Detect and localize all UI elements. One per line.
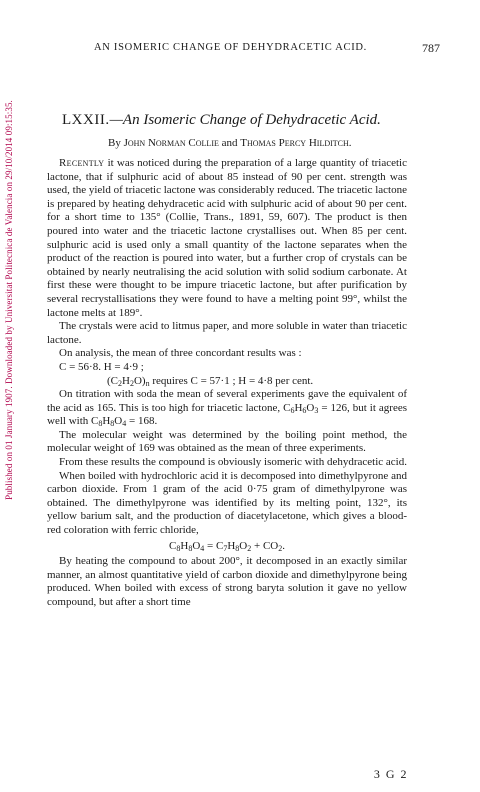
analysis-found: C = 56·8. H = 4·9 ; <box>59 360 144 373</box>
paragraph-6: From these results the compound is obviously isomeric with dehydracetic acid. <box>59 456 407 469</box>
reaction-equation: $C_8H_8O_4 = C_7H_8O_2 + CO_2$. <box>169 539 285 553</box>
paragraph-1-text: it was noticed during the preparation of a large quantity of triacetic lactone, that if sulphuric acid of about 85 instead of 90 per cent. strength was used, the yield of triacetic lactone was considerably reduced. The triacetic lactone is prepared by heating dehydracetic acid with sulphuric acid of about 90 per cent. for a short time to 135° (Collie, Trans., 1891, 59, 607). The product is then poured into water and the triacetic lactone crystallises out. When 85 per cent. sulphuric acid is used only a small quantity of the lactone separates when the product of the reaction is poured into water, but a further crop of crystals can be obtained by nearly neutralising the acid solution with solid sodium carbonate. At first these were thought to be impure triacetic lactone, but after purification by several recrystallisations they were found to have a melting point 99°, whilst the lactone melts at 189°. <box>47 157 407 319</box>
paragraph-2: The crystals were acid to litmus paper, and more soluble in water than triacetic lactone. <box>47 320 407 346</box>
running-title: AN ISOMERIC CHANGE OF DEHYDRACETIC ACID. <box>94 42 368 53</box>
article-title-text: —An Isomeric Change of Dehydracetic Acid. <box>109 112 381 128</box>
download-watermark-text: Published on 01 January 1907. Downloaded by Universitat Politecnica de Valencia on 29/10/2014 09:15:35. <box>4 100 14 500</box>
and-word: and <box>221 137 238 149</box>
signature-mark: 3 G 2 <box>373 767 408 781</box>
download-watermark <box>2 30 16 570</box>
article-title <box>62 112 381 129</box>
analysis-required: $(C_2H_2O)_n$ requires C = 57·1 ; H = 4·8 per cent. <box>107 374 314 388</box>
running-header <box>60 42 440 58</box>
paragraph-4: On titration with soda the mean of several experiments gave the equivalent of the acid as 165. This is too high for triacetic lactone, $C_6H_6O_3 = 126$, but it agrees well with $C_8H_8O_4 = 168$. <box>47 388 407 429</box>
article-body <box>47 157 407 610</box>
paragraph-5: The molecular weight was determined by the boiling point method, the molecular weight of 169 was obtained as the mean of three experiments. <box>47 428 407 455</box>
paragraph-8: By heating the compound to about 200°, it decomposed in an exactly similar manner, an almost quantitative yield of carbon dioxide and dimethylpyrone being produced. When boiled with excess of strong baryta solution it gave no yellow compound, but after a short time <box>47 555 407 608</box>
author-hilditch: Thomas Percy Hilditch. <box>240 137 352 149</box>
lead-word: Recently <box>59 157 105 169</box>
page-number: 787 <box>422 41 440 55</box>
by-word: By <box>108 137 121 149</box>
paragraph-1 <box>47 157 407 320</box>
author-collie: John Norman Collie <box>123 137 219 149</box>
author-line <box>108 137 352 149</box>
paragraph-3: On analysis, the mean of three concordant results was : <box>59 347 302 360</box>
article-number: LXXII. <box>62 112 110 128</box>
paragraph-7: When boiled with hydrochloric acid it is decomposed into dimethylpyrone and carbon dioxide. From 1 gram of the acid 0·75 gram of dimethylpyrone was obtained. The dimethylpyrone was identified by its melting point, 132°, its yellow barium salt, and the production of diacetylacetone, which gives a blood-red coloration with ferric chloride, <box>47 469 407 537</box>
